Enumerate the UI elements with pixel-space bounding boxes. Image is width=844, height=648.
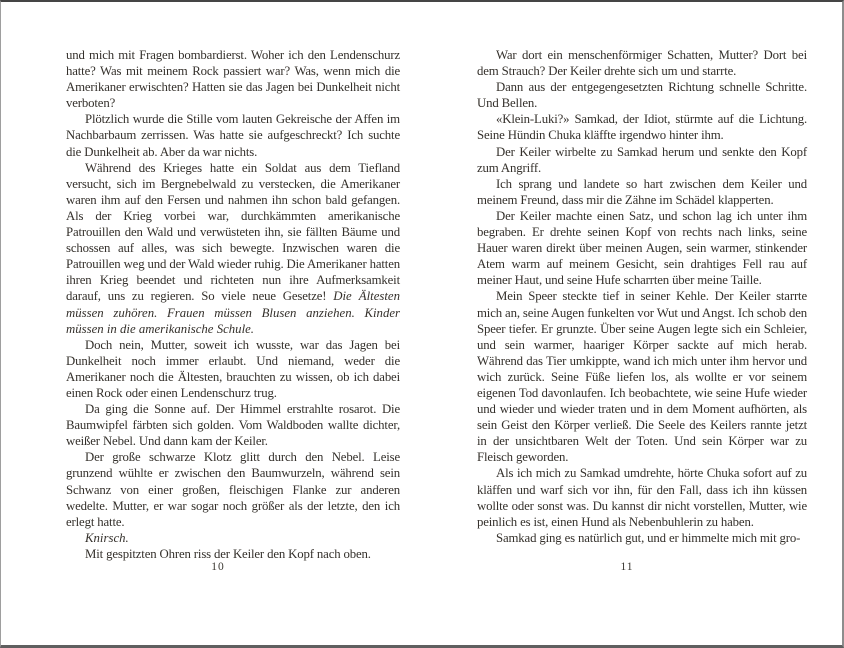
text-run: Der große schwarze Klotz glitt durch den Nebel. Leise grunzend wühlte er zwischen den Baumwurzeln, während sein Schwanz von einer großen, fleischigen Flanke zur anderen wedelte. Mutter, er war sogar noch größer als der letzte, den ich erlegt hatte. [66,450,400,529]
italic-text-run: Knirsch. [85,530,129,545]
paragraph [66,47,400,111]
paragraph [477,47,807,79]
paragraph [477,530,807,546]
page-number-right: 11 [620,561,634,573]
text-run: «Klein-Luki?» Samkad, der Idiot, stürmte auf die Lichtung. Seine Hündin Chuka kläffte irgendwo hinter ihm. [477,112,807,143]
text-run: Ich sprang und landete so hart zwischen dem Keiler und meinem Freund, dass mir die Zähne im Schädel klapperten. [477,176,807,207]
paragraph [477,144,807,176]
text-run: und mich mit Fragen bombardierst. Woher ich den Lendenschurz hatte? Was mit meinem Rock passiert war? Was, wenn mich die Amerikaner erwischten? Hatten sie das Jagen bei Dunkelheit nicht verboten? [66,48,400,111]
page-right-text [477,47,807,553]
paragraph [477,208,807,288]
paragraph [66,401,400,449]
text-run: Der Keiler wirbelte zu Samkad herum und senkte den Kopf zum Angriff. [477,144,807,175]
paragraph [66,111,400,159]
page-left-text [66,47,400,561]
paragraph [477,79,807,111]
page-number-left: 10 [211,561,225,573]
text-run: Samkad ging es natürlich gut, und er himmelte mich mit gro- [496,530,801,545]
paragraph [477,176,807,208]
text-run: Mein Speer steckte tief in seiner Kehle. Der Keiler starrte mich an, seine Augen funkelten vor Wut und Angst. Ich schob den Speer tiefer. Er grunzte. Über seine Augen legte sich ein Schleier, und sein warmer, haariger Körper sackte auf mich herab. Während das Tier umkippte, wand ich mich unter ihm hervor und wich zurück. Seine Füße liefen los, als wollte er vor seinem eigenen Tod davonlaufen. Ich beobachtete, wie seine Hufe wieder und wieder und wieder traten und in dem Moment aufhörten, als sein Geist den Körper verließ. Die Seele des Keilers rannte jetzt in der unsichtbaren Welt der Toten. Und sein Körper war zu Fleisch geworden. [477,289,807,465]
paragraph [66,160,400,337]
paragraph [477,288,807,465]
text-run: Da ging die Sonne auf. Der Himmel erstrahlte rosarot. Die Baumwipfel färbten sich golden. Vom Waldboden wallte dichter, weißer Nebel. Und dann kam der Keiler. [66,402,400,449]
text-run: Als ich mich zu Samkad umdrehte, hörte Chuka sofort auf zu kläffen und warf sich vor ihn, für den Fall, dass ich ihn küssen wollte oder sonst was. Du kannst dir nicht vorstellen, Mutter, wie peinlich es ist, einen Hund als Nebenbuhlerin zu haben. [477,466,807,529]
text-run: Plötzlich wurde die Stille vom lauten Gekreische der Affen im Nachbarbaum zerrissen. Was hatte sie aufgeschreckt? Ich suchte die Dunkelheit ab. Aber da war nichts. [66,112,400,159]
italic-text-run: Die Ältesten müssen zuhören. Frauen müssen Blusen anziehen. Kinder müssen in die amerikanische Schule. [66,289,400,336]
text-run: Dann aus der entgegengesetzten Richtung schnelle Schritte. Und Bellen. [477,80,807,111]
text-run: Der Keiler machte einen Satz, und schon lag ich unter ihm begraben. Er drehte seinen Kopf von rechts nach links, seine Hauer waren direkt über meinen Augen, sein warmer, stinkender Atem warm auf meinem Gesicht, sein drahtiges Fell rau auf meiner Haut, und seine Hufe scharrten über meine Taille. [477,208,807,288]
paragraph [66,337,400,401]
paragraph [66,530,400,546]
text-run: War dort ein menschenförmiger Schatten, Mutter? Dort bei dem Strauch? Der Keiler drehte sich um und starrte. [477,48,807,79]
text-run: Doch nein, Mutter, soweit ich wusste, war das Jagen bei Dunkelheit noch immer erlaubt. Und niemand, weder die Amerikaner noch die Ältesten, brauchten zu wissen, ob ich dabei einen Rock oder einen Lendenschurz trug. [66,337,400,400]
paragraph [477,111,807,143]
text-run: Während des Krieges hatte ein Soldat aus dem Tiefland versucht, sich im Bergnebelwald zu verstecken, die Amerikaner waren ihm auf den Fersen und nahmen ihn schon bald gefangen. Als der Krieg vorbei war, durchkämmten amerikanische Patrouillen den Wald und verwüsteten ihn, sie fällten Bäume und schossen auf alles, was sich bewegte. Inzwischen waren die Patrouillen weg und der Wald wieder ruhig. Die Amerikaner hatten ihren Krieg beendet und richteten nun ihre Aufmerksamkeit darauf, uns zu regieren. So viele neue Gesetze! [66,160,400,304]
paragraph [66,449,400,529]
paragraph [477,465,807,529]
text-run: Mit gespitzten Ohren riss der Keiler den Kopf nach oben. [85,546,371,561]
paragraph [66,546,400,562]
